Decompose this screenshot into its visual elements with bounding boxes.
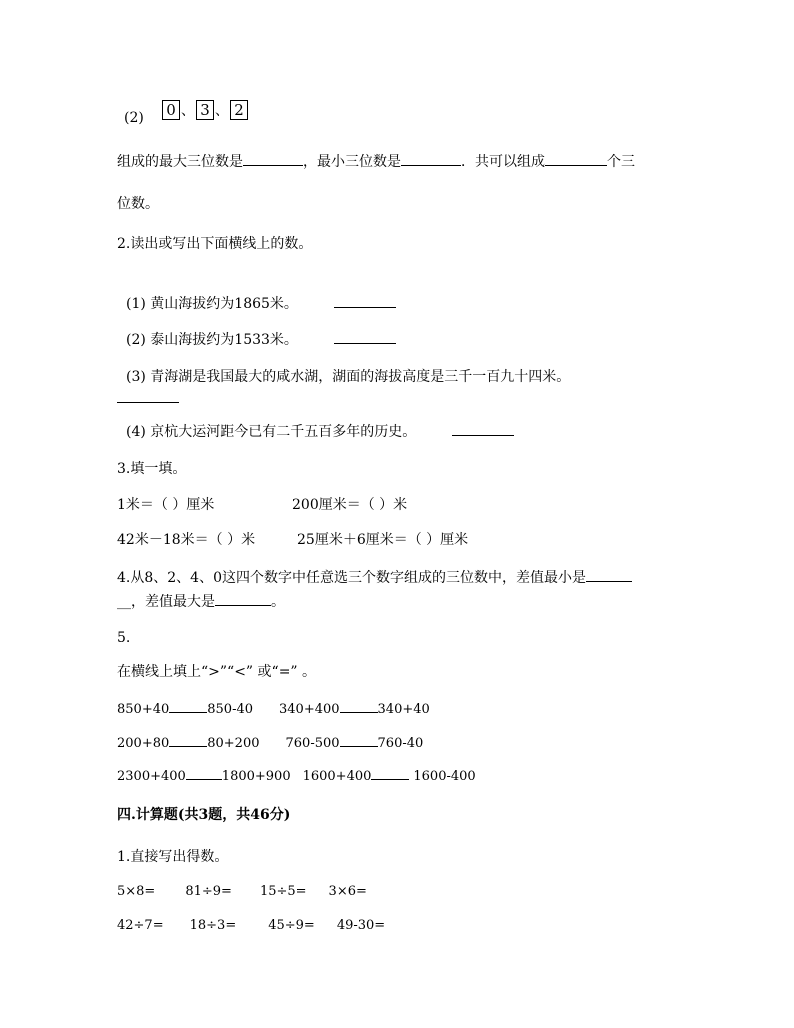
q2-item-3-blank-row	[117, 388, 179, 409]
calc-item: 45÷9=	[268, 918, 315, 933]
answer-blank[interactable]	[334, 293, 396, 308]
digit-sep: 、	[215, 103, 229, 119]
expr: 850+40	[117, 702, 170, 717]
q2-item-3: (3) 青海湖是我国最大的咸水湖，湖面的海拔高度是三千一百九十四米。	[126, 369, 571, 385]
calc-title: 1.直接写出得数。	[117, 849, 229, 865]
q2-item-text: (1) 黄山海拔约为1865米。	[126, 296, 298, 312]
q5-row-2	[117, 732, 423, 754]
answer-blank[interactable]	[401, 151, 461, 166]
section-4-heading: 四.计算题(共3题，共46分)	[117, 807, 291, 823]
text: __，差值最大是	[117, 594, 215, 610]
text: 。	[271, 594, 285, 610]
q2-item-4	[126, 421, 514, 442]
answer-blank[interactable]	[452, 421, 514, 436]
expr: 1600+400	[302, 769, 372, 784]
expr: 1800+900	[221, 769, 291, 784]
calc-item: 15÷5=	[259, 884, 307, 899]
expr: 200+80	[117, 736, 170, 751]
expr: 2300+400	[117, 769, 186, 784]
q3-row-1b: 200厘米＝（ ）米	[292, 497, 408, 513]
q5-title: 在横线上填上“>”“<” 或“=” 。	[117, 664, 317, 680]
text: 个三	[607, 154, 635, 170]
expr: 760-500	[285, 736, 340, 751]
text: 组成的最大三位数是	[117, 154, 243, 170]
answer-blank[interactable]	[117, 388, 179, 403]
part2-question-line1	[117, 151, 635, 172]
expr: 340+400	[279, 702, 340, 717]
part2-question-line2: 位数。	[117, 196, 159, 212]
compare-blank[interactable]	[371, 765, 409, 780]
text: ．共可以组成	[461, 154, 545, 170]
answer-blank[interactable]	[334, 329, 396, 344]
calc-item: 5×8=	[117, 884, 156, 899]
digit-card-2: 3	[196, 100, 214, 120]
q4-line2	[117, 591, 285, 612]
digit-cards	[161, 100, 249, 121]
answer-blank[interactable]	[586, 567, 632, 582]
text: 4.从8、2、4、0这四个数字中任意选三个数字组成的三位数中，差值最小是	[117, 570, 586, 586]
calc-item: 42÷7=	[117, 918, 164, 933]
q2-item-text: (2) 泰山海拔约为1533米。	[126, 332, 298, 348]
compare-blank[interactable]	[340, 698, 378, 713]
expr: 850-40	[207, 702, 253, 717]
digit-card-1: 0	[162, 100, 180, 120]
q3-row-2b: 25厘米＋6厘米＝（ ）厘米	[297, 532, 469, 548]
q3-row-2a: 42米－18米＝（ ）米	[117, 532, 256, 548]
part2-num-label: (2)	[124, 110, 144, 126]
compare-blank[interactable]	[340, 732, 378, 747]
calc-item: 18÷3=	[189, 918, 237, 933]
compare-blank[interactable]	[169, 732, 207, 747]
q5-row-1	[117, 698, 430, 720]
q5-row-3	[117, 765, 476, 787]
q2-title: 2.读出或写出下面横线上的数。	[117, 236, 313, 252]
expr: 760-40	[377, 736, 424, 751]
digit-sep: 、	[181, 103, 195, 119]
q2-item-2	[126, 329, 396, 350]
q2-item-1	[126, 293, 396, 314]
answer-blank[interactable]	[243, 151, 303, 166]
calc-row-2	[117, 916, 385, 936]
part2-number	[124, 108, 144, 128]
answer-blank[interactable]	[215, 591, 271, 606]
q4-line1	[117, 567, 632, 588]
text: ，最小三位数是	[303, 154, 401, 170]
compare-blank[interactable]	[169, 698, 207, 713]
expr: 80+200	[207, 736, 260, 751]
q3-row-1a: 1米＝（ ）厘米	[117, 497, 215, 513]
calc-item: 81÷9=	[185, 884, 232, 899]
digit-card-3: 2	[230, 100, 248, 120]
calc-item: 3×6=	[328, 884, 367, 899]
q5-number: 5.	[117, 630, 131, 646]
answer-blank[interactable]	[545, 151, 607, 166]
q3-title: 3.填一填。	[117, 461, 187, 477]
compare-blank[interactable]	[186, 765, 222, 780]
expr: 1600-400	[413, 769, 476, 784]
calc-row-1	[117, 882, 367, 902]
q2-item-text: (4) 京杭大运河距今已有二千五百多年的历史。	[126, 424, 417, 440]
calc-item: 49-30=	[336, 918, 386, 933]
expr: 340+40	[377, 702, 430, 717]
